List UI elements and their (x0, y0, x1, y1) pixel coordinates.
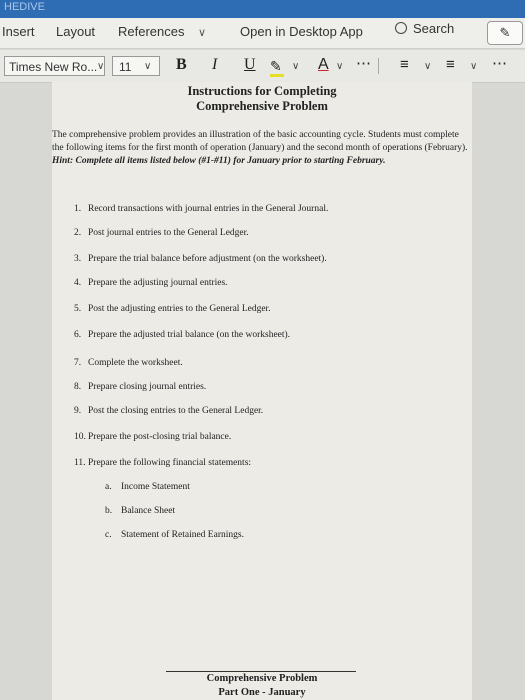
chevron-down-icon[interactable]: ∨ (97, 61, 105, 72)
bold-button[interactable]: B (176, 56, 187, 73)
doc-title-line2: Comprehensive Problem (196, 99, 328, 113)
search-label: Search (413, 21, 455, 36)
list-item-text: Prepare closing journal entries. (88, 382, 207, 392)
list-item-number: 3. (74, 254, 82, 264)
list-item-text: Post journal entries to the General Ledger. (88, 228, 249, 238)
sub-list-item-text: Balance Sheet (121, 506, 176, 516)
toolbar-divider (378, 58, 379, 74)
highlight-icon[interactable]: ✎ (270, 58, 282, 74)
align-icon[interactable]: ≡ (446, 56, 455, 73)
sub-list-item-letter: b. (105, 506, 113, 516)
list-item-number: 4. (74, 278, 82, 288)
list-item-number: 11. (74, 458, 86, 468)
pen-button[interactable] (487, 21, 523, 45)
footer-title: Comprehensive Problem (206, 673, 318, 684)
list-item-text: Complete the worksheet. (88, 358, 183, 368)
list-item-text: Prepare the adjusting journal entries. (88, 278, 228, 288)
document-page[interactable] (52, 82, 472, 700)
intro-text: The comprehensive problem provides an illustration of the basic accounting cycle. Students must complete the following items for the first month of operation (January) and the second month of operations (February). (52, 130, 468, 153)
list-item-number: 10. (74, 432, 86, 442)
more-icon[interactable]: ⋯ (356, 55, 371, 72)
list-item-text: Prepare the following financial statements: (88, 458, 252, 468)
sub-list-item-letter: c. (105, 530, 112, 540)
list-item (74, 358, 183, 368)
list-item-text: Record transactions with journal entries in the General Journal. (88, 204, 329, 214)
list-item (74, 278, 228, 288)
doc-title-line1: Instructions for Completing (187, 84, 337, 98)
sub-list-item (105, 530, 244, 540)
chevron-down-icon[interactable]: ∨ (470, 61, 478, 72)
footer-subtitle: Part One - January (218, 687, 306, 698)
italic-button[interactable]: I (212, 56, 218, 73)
font-size-select[interactable] (112, 56, 160, 76)
list-item-text: Prepare the adjusted trial balance (on the worksheet). (88, 330, 291, 340)
list-item (74, 406, 263, 416)
top-tab-label: HEDIVE (4, 1, 45, 13)
list-item-text: Prepare the post-closing trial balance. (88, 432, 232, 442)
tab-layout[interactable]: Layout (56, 24, 96, 39)
sub-list-item-text: Statement of Retained Earnings. (121, 530, 244, 540)
chevron-down-icon[interactable]: ∨ (336, 61, 344, 72)
list-item-number: 5. (74, 304, 82, 314)
font-name-value: Times New Ro... (9, 60, 98, 74)
tab-references[interactable]: References (118, 24, 185, 39)
highlight-color-bar (270, 74, 284, 77)
intro-hint: Hint: Complete all items listed below (#1-#11) for January prior to starting February. (52, 156, 386, 166)
list-item (74, 254, 327, 264)
more-icon[interactable]: ⋯ (492, 55, 507, 72)
list-item (74, 382, 206, 392)
pen-icon: ✎ (499, 25, 511, 40)
open-desktop-button[interactable]: Open in Desktop App (240, 24, 363, 39)
format-toolbar (0, 50, 525, 83)
list-item-number: 6. (74, 330, 82, 340)
bullet-list-icon[interactable]: ≡ (400, 56, 409, 73)
footer-divider (166, 671, 356, 672)
list-item (74, 204, 328, 214)
chevron-down-icon[interactable]: ∨ (144, 61, 152, 72)
search-icon (395, 22, 407, 34)
list-item-text: Prepare the trial balance before adjustment (on the worksheet). (88, 254, 327, 264)
ribbon-menu-bar (0, 18, 525, 49)
sub-list-item-letter: a. (105, 482, 112, 492)
intro-paragraph (52, 129, 468, 168)
sub-list-item (105, 506, 175, 516)
list-item-number: 9. (74, 406, 82, 416)
sub-list-item (105, 482, 190, 492)
app-top-strip (0, 0, 525, 18)
list-item-number: 2. (74, 228, 82, 238)
list-item-number: 1. (74, 204, 82, 214)
tab-insert[interactable]: Insert (2, 24, 35, 39)
list-item-text: Post the adjusting entries to the General Ledger. (88, 304, 271, 314)
list-item (74, 304, 271, 314)
font-size-value: 11 (119, 60, 132, 74)
search-button[interactable] (395, 21, 454, 36)
font-name-select[interactable] (4, 56, 105, 76)
chevron-down-icon[interactable]: ∨ (424, 61, 432, 72)
chevron-down-icon[interactable]: ∨ (292, 61, 300, 72)
list-item (74, 330, 290, 340)
chevron-down-icon[interactable]: ∨ (198, 27, 207, 39)
list-item (74, 228, 249, 238)
font-color-button[interactable]: A (318, 56, 329, 73)
list-item-number: 8. (74, 382, 82, 392)
sub-list-item-text: Income Statement (121, 482, 190, 492)
list-item (74, 458, 251, 468)
list-item (74, 432, 231, 442)
list-item-text: Post the closing entries to the General Ledger. (88, 406, 264, 416)
underline-button[interactable]: U (244, 56, 256, 73)
list-item-number: 7. (74, 358, 82, 368)
